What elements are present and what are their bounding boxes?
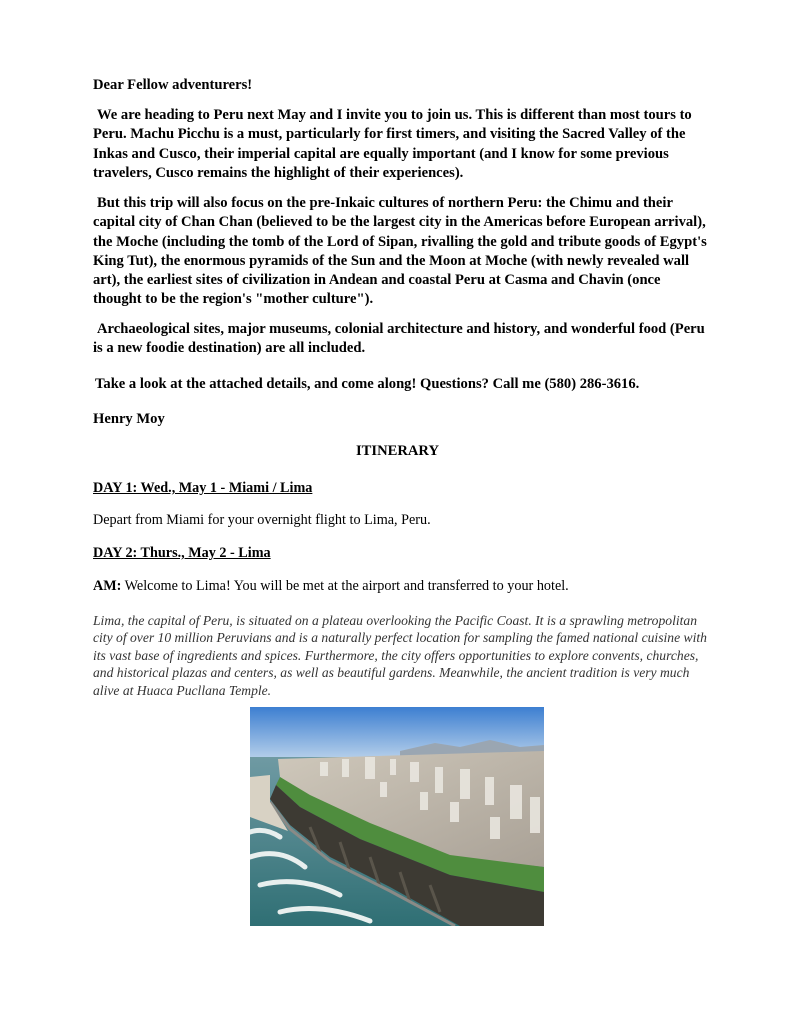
day2-heading: DAY 2: Thurs., May 2 - Lima	[93, 545, 271, 561]
itinerary-title: ITINERARY	[355, 443, 439, 459]
letter-paragraph-3: Archaeological sites, major museums, colonial architecture and history, and wonderful food (Peru is a new foodie destination) are all included.	[93, 321, 705, 357]
day1-heading: DAY 1: Wed., May 1 - Miami / Lima	[93, 480, 313, 496]
day2-am-line	[93, 578, 713, 595]
letter-paragraph-2: But this trip will also focus on the pre-Inkaic cultures of northern Peru: the Chimu and their capital city of Chan Chan (believed to be the largest city in the Americas before European arrival), the Moche (including the tomb of the Lord of Sipan, rivalling the gold and tribute goods of Egypt's King Tut), the enormous pyramids of the Sun and the Moon at Moche (with newly revealed wall art), the earliest sites of civilization in Andean and coastal Peru at Casma and Chavin (once thought to be the region's "mother culture").	[93, 195, 707, 308]
day2-am-label: AM:	[93, 578, 122, 594]
lima-coast-photo	[250, 707, 544, 926]
letter-paragraph-1: We are heading to Peru next May and I invite you to join us. This is different than most tours to Peru. Machu Picchu is a must, particularly for first timers, and visiting the Sacred Valley of the Inkas and Cusco, their imperial capital are equally important (and I know for some previous travelers, Cusco remains the highlight of their experiences).	[93, 107, 692, 181]
letter-paragraph-4: Take a look at the attached details, and come along! Questions? Call me (580) 286-3616.	[95, 376, 640, 392]
day2-am-text: Welcome to Lima! You will be met at the airport and transferred to your hotel.	[121, 578, 569, 594]
day2-description: Lima, the capital of Peru, is situated on a plateau overlooking the Pacific Coast. It is a sprawling metropolitan city of over 10 million Peruvians and is a naturally perfect location for sampling the famed national cuisine with its vast base of ingredients and spices. Furthermore, the city offers opportunities to explore convents, churches, and historical plazas and centers, as well as beautiful gardens. Meanwhile, the ancient tradition is very much alive at Huaca Pucllana Temple.	[93, 613, 707, 698]
day1-text: Depart from Miami for your overnight flight to Lima, Peru.	[93, 512, 431, 528]
letter-greeting: Dear Fellow adventurers!	[93, 77, 253, 93]
letter-signature: Henry Moy	[93, 411, 165, 427]
